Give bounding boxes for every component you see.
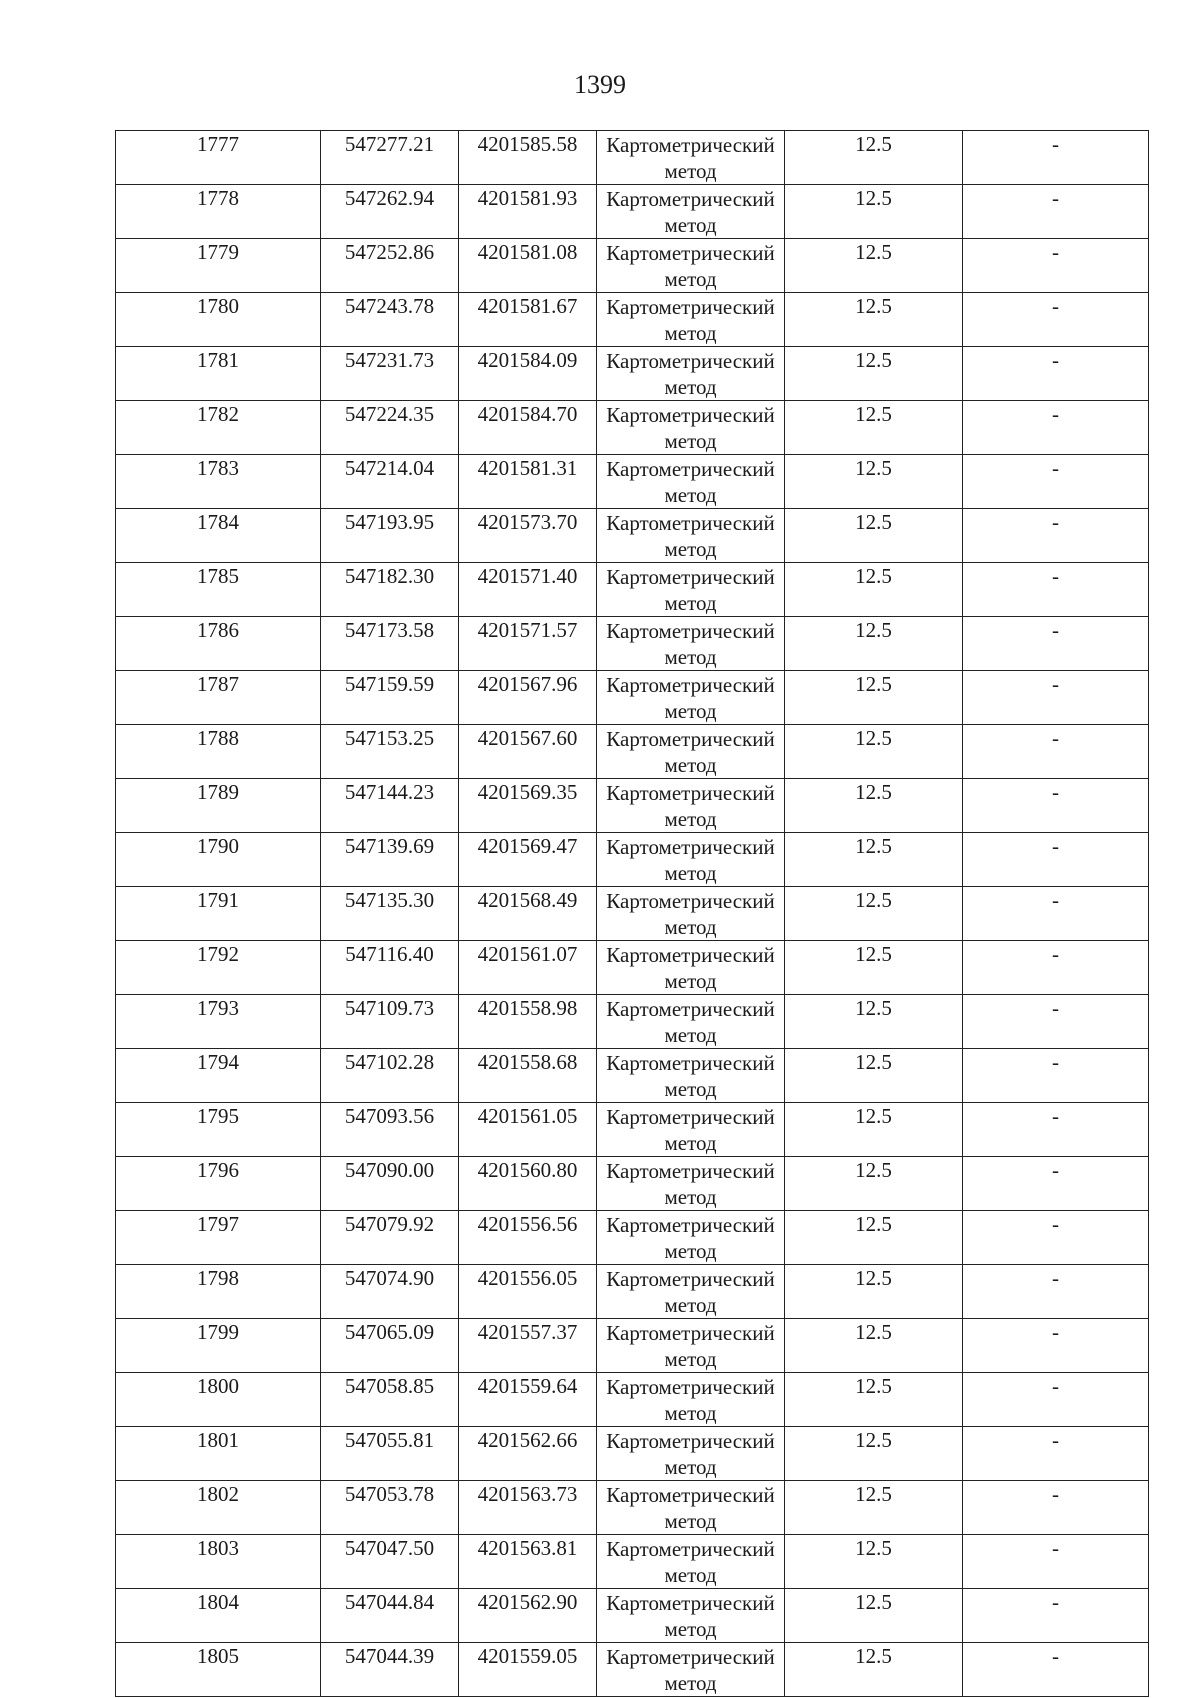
y-coordinate-cell: 4201560.80: [459, 1157, 597, 1211]
accuracy-cell: 12.5: [785, 293, 963, 347]
x-coordinate-cell: 547252.86: [321, 239, 459, 293]
accuracy-cell: 12.5: [785, 887, 963, 941]
method-cell: Картометрический метод: [597, 185, 785, 239]
table-row: [116, 347, 1149, 401]
x-coordinate-cell: 547173.58: [321, 617, 459, 671]
note-cell: -: [963, 293, 1149, 347]
table-row: [116, 1481, 1149, 1535]
accuracy-cell: 12.5: [785, 1643, 963, 1697]
point-number-cell: 1801: [116, 1427, 321, 1481]
accuracy-cell: 12.5: [785, 1265, 963, 1319]
table-row: [116, 1049, 1149, 1103]
point-number-cell: 1799: [116, 1319, 321, 1373]
point-number-cell: 1780: [116, 293, 321, 347]
table-row: [116, 617, 1149, 671]
table-row: [116, 509, 1149, 563]
table-row: [116, 563, 1149, 617]
point-number-cell: 1782: [116, 401, 321, 455]
table-row: [116, 1265, 1149, 1319]
accuracy-cell: 12.5: [785, 509, 963, 563]
note-cell: -: [963, 1427, 1149, 1481]
y-coordinate-cell: 4201556.05: [459, 1265, 597, 1319]
y-coordinate-cell: 4201568.49: [459, 887, 597, 941]
y-coordinate-cell: 4201581.93: [459, 185, 597, 239]
note-cell: -: [963, 1535, 1149, 1589]
method-cell: Картометрический метод: [597, 1589, 785, 1643]
y-coordinate-cell: 4201563.81: [459, 1535, 597, 1589]
y-coordinate-cell: 4201562.66: [459, 1427, 597, 1481]
note-cell: -: [963, 725, 1149, 779]
point-number-cell: 1784: [116, 509, 321, 563]
point-number-cell: 1791: [116, 887, 321, 941]
table-row: [116, 1319, 1149, 1373]
accuracy-cell: 12.5: [785, 1373, 963, 1427]
note-cell: -: [963, 239, 1149, 293]
note-cell: -: [963, 941, 1149, 995]
table-row: [116, 671, 1149, 725]
table-row: [116, 401, 1149, 455]
accuracy-cell: 12.5: [785, 1535, 963, 1589]
method-cell: Картометрический метод: [597, 941, 785, 995]
point-number-cell: 1781: [116, 347, 321, 401]
note-cell: -: [963, 1481, 1149, 1535]
accuracy-cell: 12.5: [785, 1481, 963, 1535]
method-cell: Картометрический метод: [597, 347, 785, 401]
table-row: [116, 185, 1149, 239]
table-row: [116, 1211, 1149, 1265]
note-cell: -: [963, 887, 1149, 941]
x-coordinate-cell: 547053.78: [321, 1481, 459, 1535]
x-coordinate-cell: 547079.92: [321, 1211, 459, 1265]
x-coordinate-cell: 547243.78: [321, 293, 459, 347]
point-number-cell: 1805: [116, 1643, 321, 1697]
x-coordinate-cell: 547224.35: [321, 401, 459, 455]
table-row: [116, 1427, 1149, 1481]
method-cell: Картометрический метод: [597, 671, 785, 725]
table-row: [116, 725, 1149, 779]
point-number-cell: 1803: [116, 1535, 321, 1589]
table-row: [116, 131, 1149, 185]
y-coordinate-cell: 4201569.35: [459, 779, 597, 833]
method-cell: Картометрический метод: [597, 509, 785, 563]
x-coordinate-cell: 547058.85: [321, 1373, 459, 1427]
table-row: [116, 833, 1149, 887]
note-cell: -: [963, 1103, 1149, 1157]
method-cell: Картометрический метод: [597, 131, 785, 185]
point-number-cell: 1779: [116, 239, 321, 293]
method-cell: Картометрический метод: [597, 1643, 785, 1697]
y-coordinate-cell: 4201561.07: [459, 941, 597, 995]
method-cell: Картометрический метод: [597, 1319, 785, 1373]
note-cell: -: [963, 1265, 1149, 1319]
point-number-cell: 1789: [116, 779, 321, 833]
method-cell: Картометрический метод: [597, 995, 785, 1049]
note-cell: -: [963, 131, 1149, 185]
point-number-cell: 1786: [116, 617, 321, 671]
note-cell: -: [963, 779, 1149, 833]
accuracy-cell: 12.5: [785, 239, 963, 293]
accuracy-cell: 12.5: [785, 671, 963, 725]
coordinates-table-body: [116, 131, 1149, 1697]
method-cell: Картометрический метод: [597, 293, 785, 347]
point-number-cell: 1788: [116, 725, 321, 779]
note-cell: -: [963, 1373, 1149, 1427]
accuracy-cell: 12.5: [785, 1589, 963, 1643]
x-coordinate-cell: 547044.84: [321, 1589, 459, 1643]
method-cell: Картометрический метод: [597, 725, 785, 779]
y-coordinate-cell: 4201567.60: [459, 725, 597, 779]
x-coordinate-cell: 547090.00: [321, 1157, 459, 1211]
y-coordinate-cell: 4201573.70: [459, 509, 597, 563]
x-coordinate-cell: 547153.25: [321, 725, 459, 779]
y-coordinate-cell: 4201571.57: [459, 617, 597, 671]
accuracy-cell: 12.5: [785, 131, 963, 185]
note-cell: -: [963, 509, 1149, 563]
method-cell: Картометрический метод: [597, 1103, 785, 1157]
y-coordinate-cell: 4201569.47: [459, 833, 597, 887]
y-coordinate-cell: 4201562.90: [459, 1589, 597, 1643]
note-cell: -: [963, 1643, 1149, 1697]
y-coordinate-cell: 4201581.31: [459, 455, 597, 509]
y-coordinate-cell: 4201584.70: [459, 401, 597, 455]
x-coordinate-cell: 547116.40: [321, 941, 459, 995]
x-coordinate-cell: 547182.30: [321, 563, 459, 617]
accuracy-cell: 12.5: [785, 617, 963, 671]
table-row: [116, 1643, 1149, 1697]
note-cell: -: [963, 1319, 1149, 1373]
y-coordinate-cell: 4201584.09: [459, 347, 597, 401]
table-row: [116, 1157, 1149, 1211]
table-row: [116, 941, 1149, 995]
table-row: [116, 293, 1149, 347]
accuracy-cell: 12.5: [785, 401, 963, 455]
note-cell: -: [963, 617, 1149, 671]
point-number-cell: 1802: [116, 1481, 321, 1535]
note-cell: -: [963, 1589, 1149, 1643]
x-coordinate-cell: 547277.21: [321, 131, 459, 185]
point-number-cell: 1797: [116, 1211, 321, 1265]
x-coordinate-cell: 547102.28: [321, 1049, 459, 1103]
y-coordinate-cell: 4201559.05: [459, 1643, 597, 1697]
y-coordinate-cell: 4201561.05: [459, 1103, 597, 1157]
accuracy-cell: 12.5: [785, 1049, 963, 1103]
y-coordinate-cell: 4201581.08: [459, 239, 597, 293]
note-cell: -: [963, 185, 1149, 239]
x-coordinate-cell: 547214.04: [321, 455, 459, 509]
accuracy-cell: 12.5: [785, 1427, 963, 1481]
accuracy-cell: 12.5: [785, 941, 963, 995]
y-coordinate-cell: 4201563.73: [459, 1481, 597, 1535]
x-coordinate-cell: 547047.50: [321, 1535, 459, 1589]
method-cell: Картометрический метод: [597, 1211, 785, 1265]
method-cell: Картометрический метод: [597, 887, 785, 941]
point-number-cell: 1778: [116, 185, 321, 239]
point-number-cell: 1793: [116, 995, 321, 1049]
accuracy-cell: 12.5: [785, 1211, 963, 1265]
method-cell: Картометрический метод: [597, 833, 785, 887]
page-number: 1399: [574, 70, 626, 99]
point-number-cell: 1790: [116, 833, 321, 887]
x-coordinate-cell: 547262.94: [321, 185, 459, 239]
note-cell: -: [963, 347, 1149, 401]
x-coordinate-cell: 547193.95: [321, 509, 459, 563]
method-cell: Картометрический метод: [597, 239, 785, 293]
table-row: [116, 1589, 1149, 1643]
note-cell: -: [963, 995, 1149, 1049]
note-cell: -: [963, 671, 1149, 725]
x-coordinate-cell: 547144.23: [321, 779, 459, 833]
accuracy-cell: 12.5: [785, 185, 963, 239]
accuracy-cell: 12.5: [785, 833, 963, 887]
point-number-cell: 1794: [116, 1049, 321, 1103]
point-number-cell: 1798: [116, 1265, 321, 1319]
table-row: [116, 1373, 1149, 1427]
method-cell: Картометрический метод: [597, 1373, 785, 1427]
note-cell: -: [963, 833, 1149, 887]
point-number-cell: 1777: [116, 131, 321, 185]
x-coordinate-cell: 547055.81: [321, 1427, 459, 1481]
x-coordinate-cell: 547139.69: [321, 833, 459, 887]
method-cell: Картометрический метод: [597, 1157, 785, 1211]
y-coordinate-cell: 4201559.64: [459, 1373, 597, 1427]
x-coordinate-cell: 547135.30: [321, 887, 459, 941]
y-coordinate-cell: 4201557.37: [459, 1319, 597, 1373]
table-row: [116, 995, 1149, 1049]
coordinates-table: [115, 130, 1149, 1697]
point-number-cell: 1796: [116, 1157, 321, 1211]
x-coordinate-cell: 547231.73: [321, 347, 459, 401]
method-cell: Картометрический метод: [597, 1481, 785, 1535]
note-cell: -: [963, 563, 1149, 617]
accuracy-cell: 12.5: [785, 1103, 963, 1157]
accuracy-cell: 12.5: [785, 1319, 963, 1373]
point-number-cell: 1785: [116, 563, 321, 617]
y-coordinate-cell: 4201571.40: [459, 563, 597, 617]
table-row: [116, 887, 1149, 941]
x-coordinate-cell: 547044.39: [321, 1643, 459, 1697]
point-number-cell: 1783: [116, 455, 321, 509]
note-cell: -: [963, 455, 1149, 509]
x-coordinate-cell: 547074.90: [321, 1265, 459, 1319]
method-cell: Картометрический метод: [597, 779, 785, 833]
note-cell: -: [963, 1157, 1149, 1211]
accuracy-cell: 12.5: [785, 347, 963, 401]
table-row: [116, 239, 1149, 293]
point-number-cell: 1804: [116, 1589, 321, 1643]
accuracy-cell: 12.5: [785, 1157, 963, 1211]
table-row: [116, 1535, 1149, 1589]
y-coordinate-cell: 4201558.98: [459, 995, 597, 1049]
accuracy-cell: 12.5: [785, 995, 963, 1049]
point-number-cell: 1792: [116, 941, 321, 995]
method-cell: Картометрический метод: [597, 1427, 785, 1481]
x-coordinate-cell: 547065.09: [321, 1319, 459, 1373]
point-number-cell: 1800: [116, 1373, 321, 1427]
method-cell: Картометрический метод: [597, 617, 785, 671]
y-coordinate-cell: 4201581.67: [459, 293, 597, 347]
method-cell: Картометрический метод: [597, 1049, 785, 1103]
method-cell: Картометрический метод: [597, 1265, 785, 1319]
y-coordinate-cell: 4201585.58: [459, 131, 597, 185]
x-coordinate-cell: 547093.56: [321, 1103, 459, 1157]
method-cell: Картометрический метод: [597, 563, 785, 617]
note-cell: -: [963, 1049, 1149, 1103]
accuracy-cell: 12.5: [785, 779, 963, 833]
accuracy-cell: 12.5: [785, 455, 963, 509]
y-coordinate-cell: 4201556.56: [459, 1211, 597, 1265]
accuracy-cell: 12.5: [785, 563, 963, 617]
table-row: [116, 455, 1149, 509]
x-coordinate-cell: 547109.73: [321, 995, 459, 1049]
note-cell: -: [963, 1211, 1149, 1265]
x-coordinate-cell: 547159.59: [321, 671, 459, 725]
point-number-cell: 1787: [116, 671, 321, 725]
point-number-cell: 1795: [116, 1103, 321, 1157]
table-row: [116, 779, 1149, 833]
note-cell: -: [963, 401, 1149, 455]
accuracy-cell: 12.5: [785, 725, 963, 779]
y-coordinate-cell: 4201567.96: [459, 671, 597, 725]
method-cell: Картометрический метод: [597, 1535, 785, 1589]
method-cell: Картометрический метод: [597, 401, 785, 455]
y-coordinate-cell: 4201558.68: [459, 1049, 597, 1103]
method-cell: Картометрический метод: [597, 455, 785, 509]
table-row: [116, 1103, 1149, 1157]
